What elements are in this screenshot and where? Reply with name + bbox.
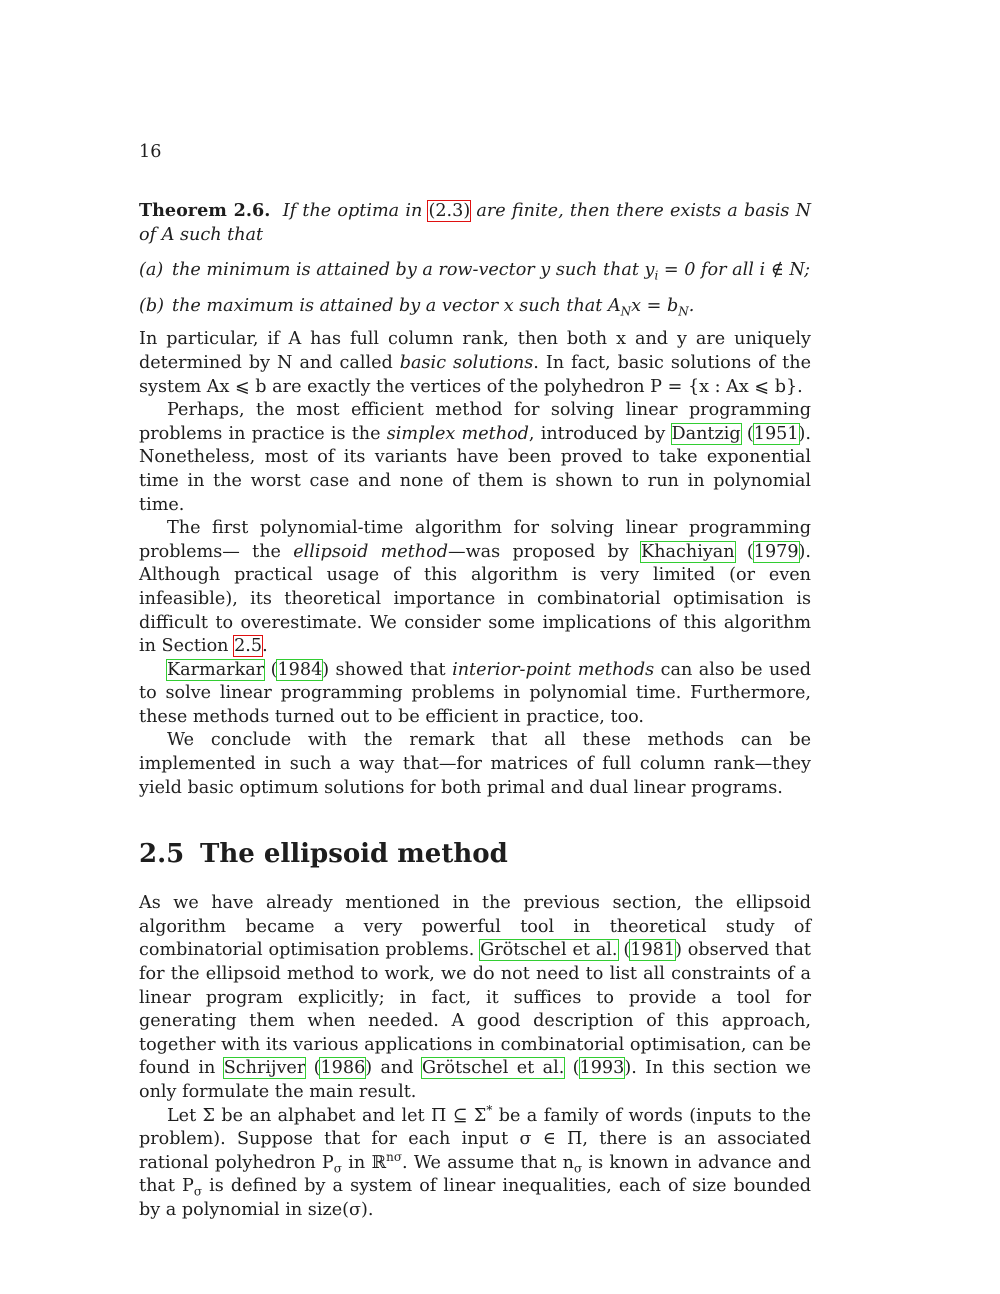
paragraph-basic-solutions: In particular, if A has full column rank, then both x and y are uniquely determined by N and called basic solutions. In fact, basic solutions of the system Ax ⩽ b are exactly the vertices of the polyhedron P = {x : Ax ⩽ b}. (139, 329, 811, 397)
section-paragraph-alphabet: Let Σ be an alphabet and let Π ⊆ Σ* be a family of words (inputs to the problem). Suppose that for each input σ ∈ Π, there is an associated rational polyhedron $P_\sigma$ in ℝ$^{n\sigma}$. We assume that $n_\sigma$ is known in advance and that $P_\sigma$ is defined by a system of linear inequalities, each of size bounded by a polynomial in size(σ). (139, 1102, 812, 1220)
citation-year-link[interactable]: 1993 (579, 1058, 625, 1079)
page-number: 16 (139, 142, 162, 162)
citation-year-link[interactable]: 1981 (630, 940, 676, 961)
paragraph-ellipsoid: The first polynomial-time algorithm for solving linear programming problems— the ellipsoid method—was proposed by Khachiyan (1979). Although practical usage of this algorithm is very limited (or even infeasible), its theoretical importance in combinatorial optimisation is difficult to overestimate. We consider some implications of this algorithm in Section 2.5. (139, 518, 811, 657)
citation-year-link[interactable]: 1979 (753, 541, 799, 562)
citation-author-link[interactable]: Schrijver (223, 1058, 306, 1079)
section-paragraph-intro: As we have already mentioned in the previous section, the ellipsoid algorithm became a very powerful tool in theoretical study of combinatorial optimisation problems. Grötschel et al. (1981) observed that for the ellipsoid method to work, we do not need to list all constraints of a linear program explicitly; in fact, it suffices to provide a tool for generating them when needed. A good description of this approach, together with its various applications in combinatorial optimisation, can be found in Schrijver (1986) and Grötschel et al. (1993). In this section we only formulate the main result. (139, 893, 811, 1102)
citation-year-link[interactable]: 1951 (753, 423, 799, 444)
section-number: 2.5 (139, 839, 185, 870)
citation-author-link[interactable]: Dantzig (671, 423, 741, 444)
theorem-statement-end: are finite, then there exists a basis N of A such that (139, 201, 812, 245)
item-label: (a) (139, 260, 164, 281)
equation-reference-link[interactable]: (2.3) (428, 201, 471, 221)
item-text: the minimum is attained by a row-vector y such that $y_i = 0$ for all i ∉ N; (172, 260, 811, 283)
section-heading (139, 838, 811, 870)
citation-year-link[interactable]: 1986 (320, 1058, 366, 1079)
paragraph-simplex: Perhaps, the most efficient method for solving linear programming problems in practice is the simplex method, introduced by Dantzig (1951). Nonetheless, most of its variants have been proved to take exponential time in the worst case and none of them is shown to run in polynomial time. (139, 400, 811, 515)
section-reference-link[interactable]: 2.5 (234, 636, 263, 657)
citation-year-link[interactable]: 1984 (277, 659, 323, 680)
citation-author-link[interactable]: Karmarkar (167, 659, 265, 680)
theorem-label: Theorem 2.6. (139, 200, 271, 221)
citation-author-link[interactable]: Grötschel et al. (421, 1058, 565, 1079)
theorem-statement: If the optima in (282, 201, 429, 221)
citation-author-link[interactable]: Khachiyan (641, 541, 735, 562)
paragraph-interior-point: Karmarkar (1984) showed that interior-point methods can also be used to solve linear programming problems in polynomial time. Furthermore, these methods turned out to be efficient in practice, too. (139, 659, 812, 727)
item-label: (b) (139, 295, 164, 316)
theorem (139, 199, 811, 247)
section-title: The ellipsoid method (200, 839, 508, 870)
item-text: the maximum is attained by a vector x such that $A_Nx = b_N$. (172, 295, 695, 319)
page-body (139, 199, 811, 1223)
paragraph-conclusion: We conclude with the remark that all these methods can be implemented in such a way that—for matrices of full column rank—they yield basic optimum solutions for both primal and dual linear programs. (139, 730, 811, 798)
theorem-item-b (139, 295, 811, 319)
citation-author-link[interactable]: Grötschel et al. (480, 940, 618, 961)
theorem-item-a (139, 259, 811, 283)
